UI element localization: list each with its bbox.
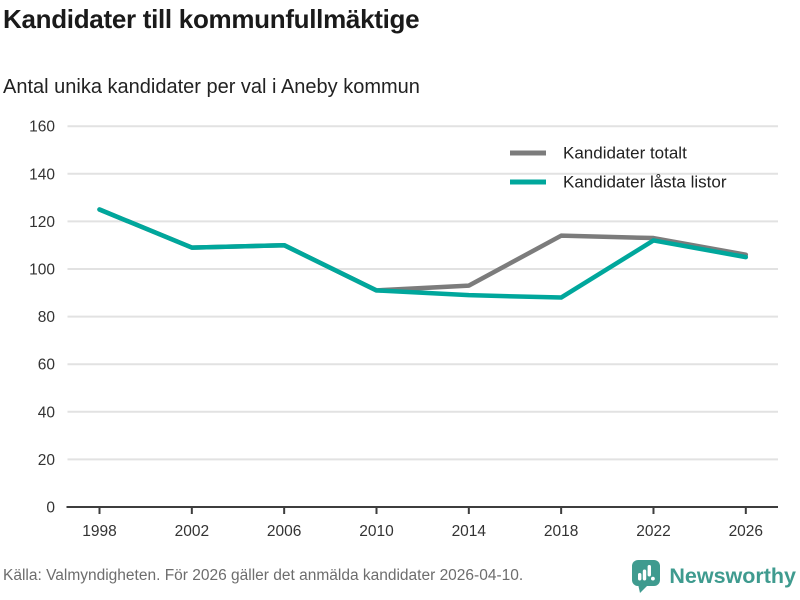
line-chart [0, 105, 800, 565]
y-tick-label: 40 [37, 404, 55, 422]
source-note: Källa: Valmyndigheten. För 2026 gäller det anmälda kandidater 2026-04-10. [3, 567, 524, 584]
x-tick-label: 2010 [359, 523, 394, 540]
y-tick-label: 60 [37, 356, 55, 374]
y-tick-label: 80 [37, 309, 55, 327]
newsworthy-brand [631, 558, 796, 594]
y-tick-label: 120 [29, 213, 55, 231]
y-tick-label: 0 [46, 499, 55, 517]
x-tick-label: 2002 [174, 523, 210, 540]
chart-header [3, 4, 797, 98]
legend-label: Kandidater låsta listor [563, 172, 727, 192]
x-tick-label: 2014 [451, 523, 487, 540]
series-line-kandidater-l-sta-listor [100, 210, 746, 298]
y-tick-label: 140 [29, 166, 55, 184]
x-tick-label: 2018 [543, 523, 579, 540]
y-tick-label: 20 [37, 451, 55, 469]
y-tick-label: 100 [29, 261, 55, 279]
x-tick-label: 2006 [266, 523, 302, 540]
x-tick-label: 2022 [636, 523, 671, 540]
page-title: Kandidater till kommunfullmäktige [3, 4, 420, 34]
x-tick-label: 2026 [728, 523, 764, 540]
y-tick-label: 160 [29, 118, 55, 136]
chart-footer [3, 557, 796, 595]
x-tick-label: 1998 [82, 523, 117, 540]
page-subtitle: Antal unika kandidater per val i Aneby kommun [3, 76, 420, 98]
newsworthy-logo-icon [631, 558, 662, 594]
newsworthy-wordmark: Newsworthy [669, 563, 796, 588]
legend-label: Kandidater totalt [563, 143, 687, 163]
